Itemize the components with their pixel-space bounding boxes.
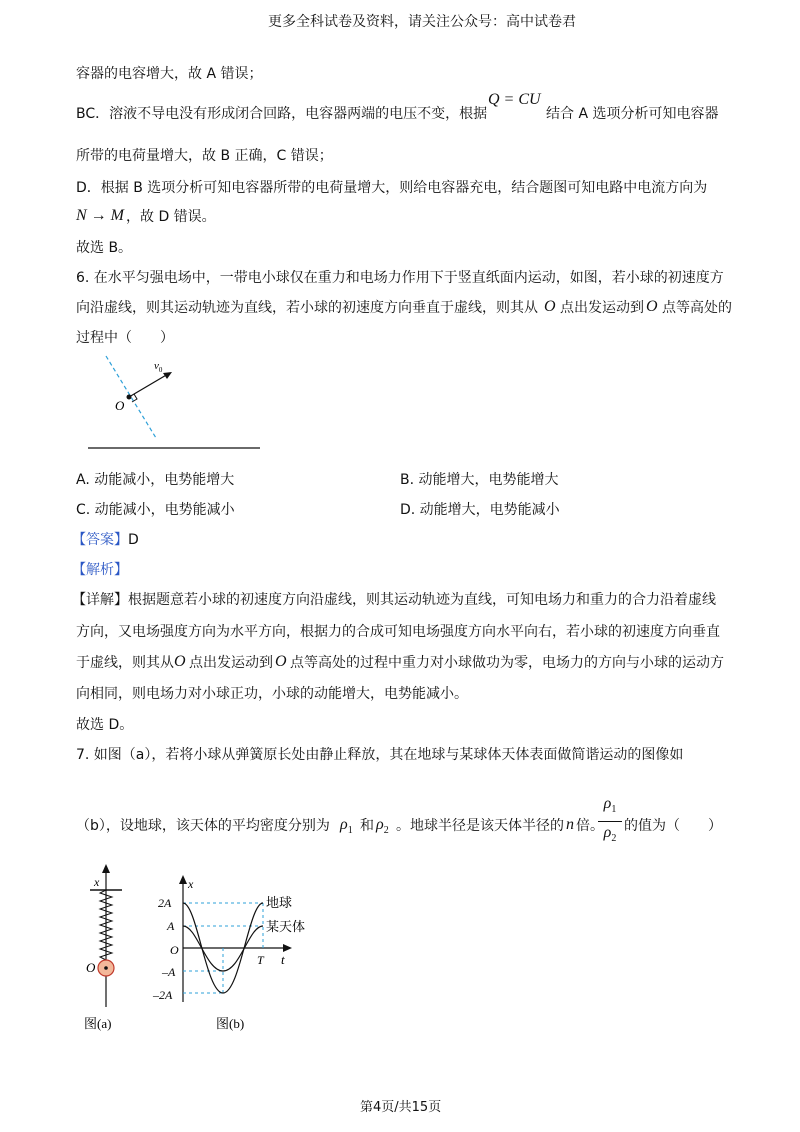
label-x-b: x [188, 877, 194, 891]
arrow-up-icon [179, 875, 187, 884]
answer-line [72, 530, 139, 550]
text-line: ，故 D 错误。 [126, 209, 216, 225]
point-o: O [646, 298, 658, 315]
point-o: O [174, 653, 186, 670]
detail-line: 故选 D。 [76, 717, 134, 733]
q7-figure-a [78, 862, 140, 1037]
label-o-b: O [170, 943, 179, 957]
q6-stem-line: 过程中（ ） [76, 330, 174, 346]
text-line: 所带的电荷量增大，故 B 正确，C 错误； [76, 148, 333, 164]
q7-stem-line: 的值为（ ） [624, 818, 722, 834]
text-and: 和 [360, 818, 374, 834]
text-line: D．根据 B 选项分析可知电容器所带的电荷量增大，则给电容器充电，结合题图可知电路中电流方向为 [76, 180, 708, 196]
option-a: A. 动能减小，电势能增大 [76, 472, 235, 488]
velocity-arrow [129, 374, 168, 397]
option-d: D. 动能增大，电势能减小 [400, 502, 560, 518]
q6-stem-line: 6. 在水平匀强电场中，一带电小球仅在重力和电场力作用下于竖直纸面内运动，如图，若小球的初速度方 [76, 270, 724, 286]
detail-text: 根据题意若小球的初速度方向沿虚线，则其运动轨迹为直线，可知电场力和重力的合力沿着虚线 [128, 592, 716, 608]
arrow-right-icon [283, 944, 292, 952]
caption-a: 图(a) [84, 1016, 112, 1031]
option-b: B. 动能增大，电势能增大 [400, 472, 559, 488]
detail-line: 方向，又电场强度方向为水平方向，根据力的合成可知电场强度方向水平向右，若小球的初速度方向垂直 [76, 624, 720, 640]
arrow-up-icon [102, 864, 110, 873]
detail-line: 点出发运动到 [189, 655, 273, 671]
answer-value: D [128, 532, 139, 548]
q7-stem-line: 。地球半径是该天体半径的 [396, 818, 564, 834]
label-o-a: O [86, 960, 96, 975]
detail-line: 点等高处的过程中重力对小球做功为零，电场力的方向与小球的运动方 [290, 655, 724, 671]
q6-stem-line: 点等高处的 [662, 300, 732, 316]
label-o: O [115, 398, 125, 413]
detail-line: 向相同，则电场力对小球正功，小球的动能增大，电势能减小。 [76, 686, 468, 702]
fraction-rho1-rho2: $\rho_1$ $\rho_2$ [598, 795, 622, 848]
rho-1: $\rho_1$ [340, 816, 353, 837]
answer-tag: 【答案】 [72, 532, 128, 548]
rho-2: $\rho_2$ [376, 816, 389, 837]
tick-2a: 2A [158, 896, 172, 910]
label-x-a: x [94, 875, 100, 889]
tick-a: A [167, 919, 175, 933]
formula-q-cu: Q = CU [488, 91, 541, 108]
legend-other: 某天体 [266, 919, 306, 934]
q6-figure [80, 352, 270, 454]
label-v0: $v_0$ [154, 360, 163, 374]
page-footer: 第4页/共15页 [360, 1100, 442, 1115]
q7-stem-line: 7. 如图（a），若将小球从弹簧原长处由静止释放，其在地球与某球体天体表面做简谐运动的图像如 [76, 747, 684, 763]
label-t-b: t [281, 952, 285, 967]
analysis-tag: 【解析】 [72, 562, 128, 578]
formula-n-to-m: N → M [76, 207, 124, 224]
caption-b: 图(b) [216, 1016, 245, 1031]
text-line: 容器的电容增大，故 A 错误； [76, 66, 263, 82]
tick-neg-a: –A [162, 965, 176, 979]
q6-stem-line: 点出发运动到 [560, 300, 644, 316]
q7-figure-b [148, 872, 313, 1037]
text-line: 结合 A 选项分析可知电容器 [546, 106, 719, 122]
q7-stem-line: 倍。 [576, 818, 604, 834]
ball [127, 395, 132, 400]
tick-neg-2a: –2A [153, 988, 173, 1002]
point-o: O [275, 653, 287, 670]
detail-line [72, 590, 716, 610]
detail-tag: 【详解】 [72, 592, 128, 608]
q7-stem-line: （b），设地球，该天体的平均密度分别为 [76, 818, 330, 834]
label-period: T [257, 953, 264, 967]
point-o: O [544, 298, 556, 315]
text-line: BC．溶液不导电没有形成闭合回路，电容器两端的电压不变，根据 [76, 106, 488, 122]
var-n: n [566, 816, 574, 833]
q6-stem-line: 向沿虚线，则其运动轨迹为直线，若小球的初速度方向垂直于虚线，则其从 [76, 300, 538, 316]
page-header: 更多全科试卷及资料，请关注公众号：高中试卷君 [268, 14, 576, 30]
legend-earth: 地球 [266, 895, 293, 910]
detail-line: 于虚线，则其从 [76, 655, 174, 671]
text-line: 故选 B。 [76, 240, 133, 256]
option-c: C. 动能减小，电势能减小 [76, 502, 235, 518]
